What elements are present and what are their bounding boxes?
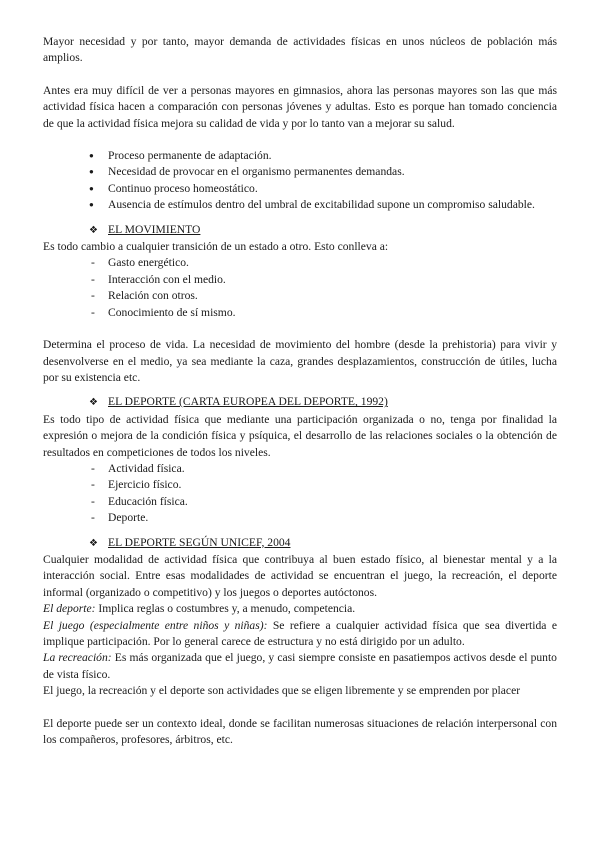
dash-list-deporte xyxy=(43,461,557,527)
definition-deporte xyxy=(43,601,557,617)
paragraph-unicef: Cualquier modalidad de actividad física que contribuya al buen estado físico, al bienestar mental y a la interacción social. Entre esas modalidades de actividad se encuentran el juego, la recreación, el deporte informal (organizado o competitivo) y los juegos o deportes autóctonos. xyxy=(43,552,557,599)
list-item: - Relación con otros. xyxy=(89,288,557,304)
paragraph-final: El deporte puede ser un contexto ideal, donde se facilitan numerosas situaciones de relación interpersonal con los compañeros, profesores, árbitros, etc. xyxy=(43,716,557,747)
diamond-bullet-icon: ❖ xyxy=(89,224,98,236)
paragraph-movimiento-intro: Es todo cambio a cualquier transición de un estado a otro. Esto conlleva a: xyxy=(43,240,389,254)
definition-recreacion xyxy=(43,650,557,683)
list-item: - Interacción con el medio. xyxy=(89,272,557,288)
list-item: ● Proceso permanente de adaptación. xyxy=(89,148,557,164)
list-item: - Conocimiento de sí mismo. xyxy=(89,305,557,321)
bullet-list-adaptation xyxy=(43,148,557,214)
term-deporte: El deporte: xyxy=(43,602,96,616)
dash-list-movimiento xyxy=(43,255,557,321)
list-item: - Ejercicio físico. xyxy=(89,477,557,493)
definition-juego xyxy=(43,618,557,651)
diamond-bullet-icon: ❖ xyxy=(89,537,98,549)
def-deporte: Implica reglas o costumbres y, a menudo, competencia. xyxy=(95,602,356,616)
list-item: ● Continuo proceso homeostático. xyxy=(89,181,557,197)
term-juego: El juego (especialmente entre niños y niñas): xyxy=(43,618,268,632)
list-item: - Deporte. xyxy=(89,510,557,526)
def-recreacion: Es más organizada que el juego, y casi siempre consiste en pasatiempos activos desde el punto de vista físico. xyxy=(43,651,557,681)
heading-deporte: ❖ EL DEPORTE (CARTA EUROPEA DEL DEPORTE, 1992) xyxy=(43,394,557,411)
document-page xyxy=(43,34,557,748)
paragraph-elderly: Antes era muy difícil de ver a personas mayores en gimnasios, ahora las personas mayores son las que más actividad física hacen a comparación con personas jóvenes y adultas. Esto es porque han tomado conciencia de que la actividad física mejora su calidad de vida y por lo tanto van a mejorar su salud. xyxy=(43,83,557,130)
heading-unicef: ❖ EL DEPORTE SEGÚN UNICEF, 2004 xyxy=(43,535,557,552)
paragraph-deporte: Es todo tipo de actividad física que mediante una participación organizada o no, tenga por finalidad la expresión o mejora de la condición física y psíquica, el desarrollo de las relaciones sociales o la obtención de resultados en competiciones de todos los niveles. xyxy=(43,412,557,459)
heading-movimiento: ❖ EL MOVIMIENTO xyxy=(43,222,557,239)
paragraph-demand: Mayor necesidad y por tanto, mayor demanda de actividades físicas en unos núcleos de población más amplios. xyxy=(43,35,557,65)
term-recreacion: La recreación: xyxy=(43,651,112,665)
list-item: ● Ausencia de estímulos dentro del umbral de excitabilidad supone un compromiso saludable. xyxy=(89,197,557,213)
paragraph-movimiento: Determina el proceso de vida. La necesidad de movimiento del hombre (desde la prehistoria) para vivir y desenvolverse en el medio, ya sea mediante la caza, grandes desplazamientos, construcción de útiles, lucha por su existencia etc. xyxy=(43,338,557,384)
def-juego: Se refiere a cualquier actividad física que sea divertida e implique participación. Por lo general carece de estructura y no está dirigido por un adulto. xyxy=(43,618,557,648)
list-item: ● Necesidad de provocar en el organismo permanentes demandas. xyxy=(89,164,557,180)
paragraph-summary: El juego, la recreación y el deporte son actividades que se eligen libremente y se emprenden por placer xyxy=(43,684,521,698)
list-item: - Educación física. xyxy=(89,494,557,510)
list-item: - Gasto energético. xyxy=(89,255,557,271)
diamond-bullet-icon: ❖ xyxy=(89,397,98,409)
list-item: - Actividad física. xyxy=(89,461,557,477)
